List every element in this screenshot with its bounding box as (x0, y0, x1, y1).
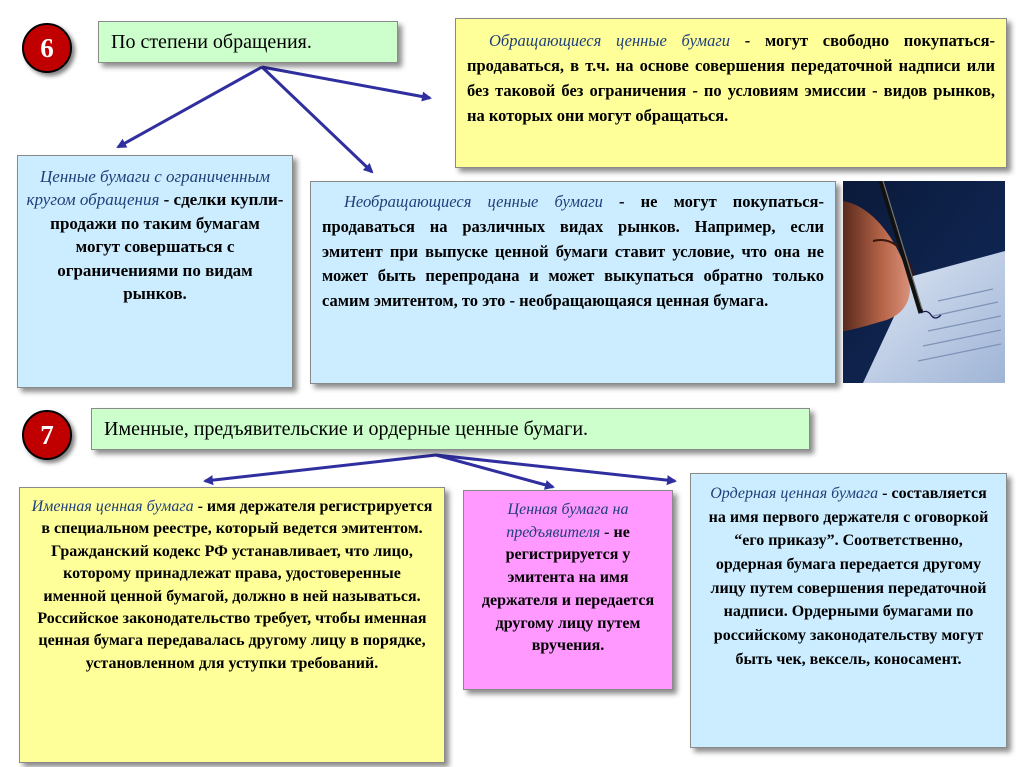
bearer-text: - не регистрируется у эмитента на имя держателя и передается другому лицу путем вручения. (481, 523, 655, 655)
arrow-to-circulating (262, 67, 430, 98)
order-text: - составляется на имя первого держателя с оговоркой “его приказу”. Соответственно, ордерная бумага передается другому лицу путем совершения передаточной надписи. Ордерными бумагами по российскому законодательству могут быть чек, вексель, коносамент. (708, 485, 989, 668)
restricted-text: - сделки купли-продажи по таким бумагам могут совершаться с ограничениями по видам рынков. (50, 190, 284, 304)
circulating-term: Обращающиеся ценные бумаги (489, 31, 731, 50)
section7-title (91, 408, 810, 450)
registered-box (19, 487, 445, 763)
section-number-7: 7 (22, 410, 72, 460)
circulating-box (455, 18, 1007, 168)
restricted-box (17, 155, 293, 388)
noncirculating-box (310, 181, 836, 384)
registered-term: Именная ценная бумага (31, 498, 194, 515)
hand-signing-document-photo (843, 181, 1005, 383)
noncirculating-text: - не могут покупаться-продаваться на различных видах рынков. Например, если эмитент при выпуске ценной бумаги ставит условие, что она не может быть перепродана и может выкупаться обратно только самим эмитентом, то это - необращающаяся ценная бумага. (322, 192, 824, 310)
arrow-to-restricted (118, 67, 262, 147)
bearer-term: Ценная бумага на предъявителя (506, 501, 629, 541)
registered-text: - имя держателя регистрируется в специальном реестре, который ведется эмитентом. Гражданский кодекс РФ устанавливает, что лицо, которому принадлежат права, удостоверенные именной ценной бумагой, должно в ней называться. Российское законодательство требует, чтобы именная ценная бумага передавалась другому лицу в порядке, установленном для уступки требований. (37, 498, 433, 672)
section7-title-text: Именные, предъявительские и ордерные ценные бумаги. (104, 417, 589, 440)
restricted-term: Ценные бумаги с ограниченным кругом обращения (26, 167, 270, 210)
arrow-to-registered (205, 455, 436, 481)
section6-title (98, 21, 398, 63)
noncirculating-term: Необращающиеся ценные бумаги (344, 192, 603, 211)
order-term: Ордерная ценная бумага (710, 485, 879, 502)
arrow-to-order (436, 455, 675, 481)
arrow-to-bearer (436, 455, 553, 487)
section-number-6: 6 (22, 23, 72, 73)
bearer-box (463, 490, 673, 690)
order-box (690, 473, 1007, 748)
section6-title-text: По степени обращения. (111, 30, 312, 53)
circulating-text: - могут свободно покупаться-продаваться, в т.ч. на основе совершения передаточной надписи или без таковой без ограничения - по условиям эмиссии - видов рынков, на которых они могут обращаться. (467, 31, 995, 126)
